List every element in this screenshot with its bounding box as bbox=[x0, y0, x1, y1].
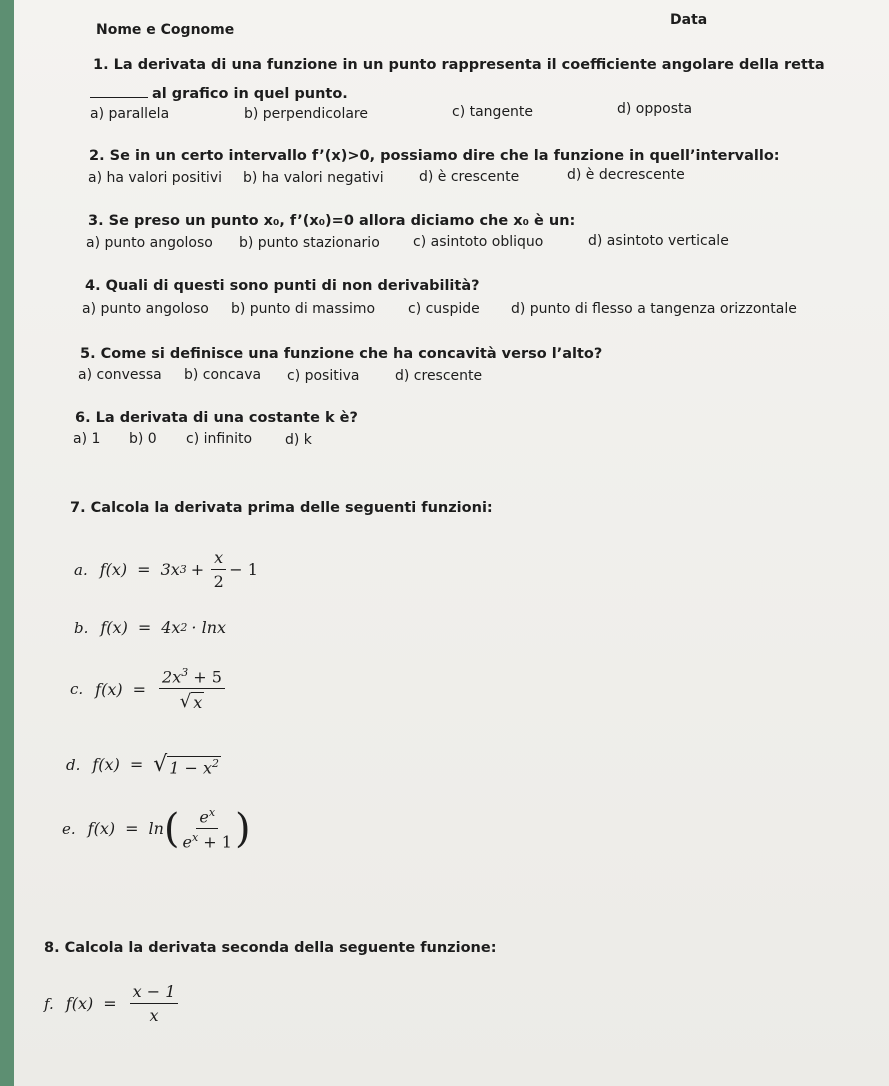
q1-option-d: d) opposta bbox=[617, 101, 693, 117]
q3-option-c: c) asintoto obliquo bbox=[413, 234, 544, 250]
function-a-plus: + bbox=[190, 560, 205, 579]
function-c-num-exp: 3 bbox=[181, 666, 189, 679]
q6-option-c: c) infinito bbox=[186, 431, 253, 447]
q3-option-d: d) asintoto verticale bbox=[588, 233, 729, 249]
function-d-fx: f(x) bbox=[92, 755, 120, 774]
function-c-num-term: 2x bbox=[162, 667, 182, 687]
q4-option-c: c) cuspide bbox=[408, 301, 480, 317]
function-e bbox=[62, 806, 251, 852]
q5-option-d: d) crescente bbox=[395, 368, 483, 384]
q3-option-a: a) punto angoloso bbox=[86, 235, 213, 251]
function-a-term1: 3x bbox=[160, 560, 180, 579]
name-label: Nome e Cognome bbox=[96, 22, 235, 38]
function-c-label: c. bbox=[70, 680, 84, 699]
q1-option-b: b) perpendicolare bbox=[244, 106, 368, 122]
function-a-numerator: x bbox=[211, 548, 226, 570]
question-6-text: 6. La derivata di una costante k è? bbox=[75, 410, 358, 426]
function-d-label: d. bbox=[66, 755, 81, 774]
question-3-text: 3. Se preso un punto x₀, f’(x₀)=0 allora diciamo che x₀ è un: bbox=[88, 213, 576, 229]
function-a-exp1: 3 bbox=[179, 563, 187, 576]
function-c-equals: = bbox=[132, 679, 147, 699]
question-2-text: 2. Se in un certo intervallo f’(x)>0, possiamo dire che la funzione in quell’intervallo: bbox=[89, 148, 780, 164]
function-a-denominator: 2 bbox=[213, 572, 224, 591]
right-paren: ) bbox=[234, 805, 251, 852]
function-a-tail: − 1 bbox=[229, 560, 258, 579]
function-c-denominator bbox=[180, 689, 205, 712]
question-4-text: 4. Quali di questi sono punti di non derivabilità? bbox=[85, 278, 480, 294]
function-e-den-exp: x bbox=[192, 831, 199, 845]
question-8-text: 8. Calcola la derivata seconda della seguente funzione: bbox=[44, 940, 497, 956]
q1-option-a: a) parallela bbox=[90, 106, 170, 122]
q2-option-b: b) ha valori negativi bbox=[243, 170, 384, 186]
function-a-fraction bbox=[211, 548, 226, 591]
function-c-fx: f(x) bbox=[95, 679, 123, 699]
function-e-ln: ln bbox=[148, 819, 164, 839]
function-f bbox=[44, 982, 181, 1025]
function-b-exp1: 2 bbox=[180, 621, 188, 634]
function-f-equals: = bbox=[103, 994, 117, 1013]
function-c-radicand: x bbox=[193, 693, 203, 713]
function-d bbox=[66, 752, 221, 777]
sqrt-symbol: √ x bbox=[179, 691, 203, 713]
question-1-text: 1. La derivata di una funzione in un punto rappresenta il coefficiente angolare della retta bbox=[93, 57, 825, 73]
function-c-fraction bbox=[159, 666, 225, 712]
question-5-text: 5. Come si definisce una funzione che ha concavità verso l’alto? bbox=[80, 346, 603, 362]
q3-option-b: b) punto stazionario bbox=[239, 235, 380, 251]
q1-option-c: c) tangente bbox=[452, 104, 534, 120]
q5-option-a: a) convessa bbox=[78, 367, 162, 383]
question-1-line2 bbox=[90, 86, 348, 102]
function-b-fx: f(x) bbox=[100, 618, 128, 637]
date-label: Data bbox=[670, 12, 708, 28]
question-7-text: 7. Calcola la derivata prima delle seguenti funzioni: bbox=[70, 500, 493, 516]
function-e-den-base: e bbox=[182, 832, 192, 852]
q2-option-d: d) è decrescente bbox=[567, 167, 685, 183]
function-d-inner: 1 − x bbox=[169, 758, 213, 777]
q5-option-c: c) positiva bbox=[287, 368, 360, 384]
function-c-numerator bbox=[159, 666, 225, 689]
q4-option-a: a) punto angoloso bbox=[82, 301, 209, 317]
green-background-edge bbox=[0, 0, 14, 1086]
left-paren: ( bbox=[163, 805, 180, 852]
function-a-label: a. bbox=[74, 560, 88, 579]
function-f-fx: f(x) bbox=[65, 994, 94, 1013]
sqrt-symbol: √ $1 - x^2$ bbox=[153, 752, 220, 777]
q5-option-b: b) concava bbox=[184, 367, 262, 383]
function-f-numerator: x − 1 bbox=[130, 982, 179, 1004]
function-f-fraction bbox=[130, 982, 179, 1025]
function-d-exp: 2 bbox=[212, 756, 220, 770]
function-b bbox=[74, 618, 226, 637]
function-b-tail: · lnx bbox=[191, 618, 227, 637]
function-f-label: f. bbox=[44, 994, 54, 1013]
answer-blank bbox=[90, 97, 148, 98]
function-f-denominator: x bbox=[149, 1006, 159, 1025]
function-e-den-tail: + 1 bbox=[198, 832, 232, 852]
function-a bbox=[74, 548, 258, 591]
q2-option-a: a) ha valori positivi bbox=[88, 170, 222, 186]
function-e-num-base: e bbox=[199, 807, 209, 827]
function-a-fx: f(x) bbox=[99, 560, 128, 579]
function-e-fx: f(x) bbox=[87, 819, 116, 839]
q4-option-d: d) punto di flesso a tangenza orizzontale bbox=[511, 301, 797, 317]
function-b-equals: = bbox=[137, 618, 152, 637]
function-e-label: e. bbox=[62, 819, 76, 838]
function-c-num-tail: + 5 bbox=[188, 667, 222, 687]
q6-option-d: d) k bbox=[285, 432, 312, 448]
function-c bbox=[70, 666, 228, 712]
function-a-equals: = bbox=[137, 560, 151, 579]
q2-option-c: d) è crescente bbox=[419, 169, 520, 185]
function-e-denominator bbox=[183, 829, 232, 851]
q6-option-a: a) 1 bbox=[73, 431, 101, 447]
function-b-label: b. bbox=[74, 618, 89, 637]
function-e-numerator bbox=[196, 806, 218, 829]
function-b-term1: 4x bbox=[161, 618, 181, 637]
function-e-num-exp: x bbox=[208, 806, 216, 819]
q4-option-b: b) punto di massimo bbox=[231, 301, 376, 317]
function-d-equals: = bbox=[129, 755, 144, 774]
q6-option-b: b) 0 bbox=[129, 431, 157, 447]
function-d-radicand bbox=[167, 756, 221, 777]
question-1-line2-text: al grafico in quel punto. bbox=[152, 86, 348, 102]
function-e-equals: = bbox=[125, 819, 139, 839]
function-e-fraction bbox=[183, 806, 232, 852]
